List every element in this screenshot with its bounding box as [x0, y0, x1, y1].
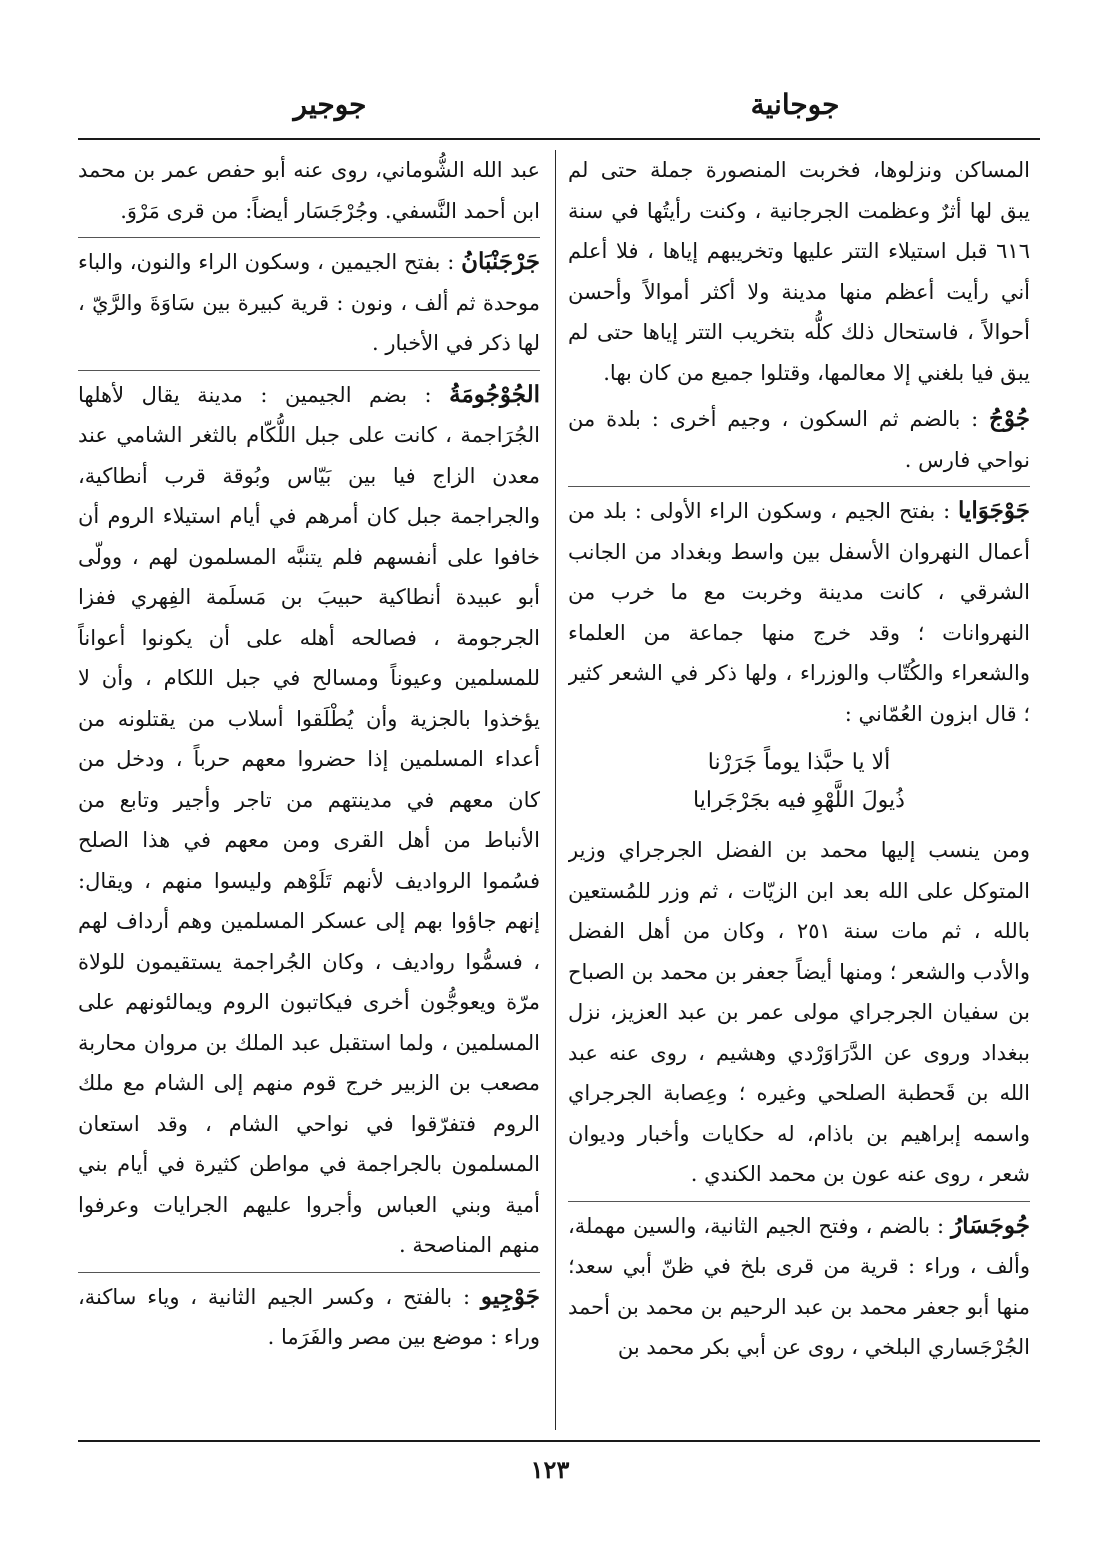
entry-divider: [568, 1201, 1030, 1202]
footer-rule: [78, 1440, 1040, 1442]
definition: : بفتح الجيم ، وسكون الراء الأولى : بلد من أعمال النهروان الأسفل بين واسط وبغداد من الجانب الشرقي ، كانت مدينة وخربت مع ما خرب من النهروانات ؛ وقد خرج منها جماعة من العلماء والشعراء والكُتّاب والوزراء ، ولها ذكر في الشعر كثير ؛ قال ابزون العُمّاني :: [568, 499, 1030, 726]
poem-verse: [568, 744, 1030, 820]
entry-jarjanban: [78, 242, 540, 364]
definition: : بالضم ثم السكون ، وجيم أخرى : بلدة من نواحي فارس .: [568, 407, 1030, 472]
paragraph-continuation: المساكن ونزلوها، فخربت المنصورة جملة حتى لم يبق لها أثرٌ وعظمت الجرجانية ، وكنت رأيتُها في سنة ٦١٦ قبل استيلاء التتر عليها وتخريبهم إياها ، فلا أعلم أني رأيت أعظم منها مدينة ولا أكثر أموالاً وأحسن أحوالاً ، فاستحال ذلك كلُّه بتخريب التتر إياها حتى لم يبق فيا بلغني إلا معالمها، وقتلوا جميع من كان بها.: [568, 158, 1030, 385]
headword: جُوجَسَارُ: [951, 1211, 1030, 1239]
headword: جَوْجَوَايا: [958, 497, 1030, 524]
poem-line: ذُيولَ اللَّهْوِ فيه بجَرْجَرايا: [693, 788, 905, 813]
running-header-left: جوجير: [293, 88, 367, 121]
definition: : بضم الجيمين : مدينة يقال لأهلها الجُرَاجمة ، كانت على جبل اللُّكّام بالثغر الشامي عند معدن الزاج فيا بين بَيّاس وبُوقة قرب أنطاكية، والجراجمة جبل كان أمرهم في أيام استيلاء الروم أن خافوا على أنفسهم فلم يتنبَّه المسلمون لهم ، وولّى أبو عبيدة أنطاكية حبيبَ بن مَسلَمة الفِهري ففزا الجرجومة ، فصالحه أهله على أن يكونوا أعواناً للمسلمين وعيوناً ومسالح في جبل اللكام ، وأن لا يؤخذوا بالجزية وأن يُطْلَقوا أسلاب من يقتلونه من أعداء المسلمين إذا حضروا معهم حرباً ، ودخل من كان معهم في مدينتهم من تاجر وأجير وتابع من الأنباط من أهل القرى ومن معهم في هذا الصلح فسُموا الرواديف لأنهم تَلَوْهم وليسوا منهم ، ويقال: إنهم جاؤوا بهم إلى عسكر المسلمين وهم أرداف لهم ، فسمُّوا رواديف ، وكان الجُراجمة يستقيمون للولاة مرّة ويعوجُّون أخرى فيكاتبون الروم ويمالئونهم على المسلمين ، ولما استقبل عبد الملك بن مروان محاربة مصعب بن الزبير خرج قوم منهم إلى الشام مع ملك الروم فتفرّقوا في نواحي الشام ، وقد استعان المسلمون بالجراجمة في مواطن كثيرة في أيام بني أمية وبني العباس وأجروا عليهم الجرايات وعرفوا منهم المناصحة .: [78, 382, 540, 1257]
entry-jarjir: [78, 1277, 540, 1358]
entry-jurjuma: [78, 375, 540, 1266]
headword: جَرْجَنْبَانُ: [461, 248, 540, 275]
definition: : بالفتح ، وكسر الجيم الثانية ، وياء ساكنة، وراء : موضع بين مصر والفَرَما .: [78, 1284, 540, 1349]
definition: : بفتح الجيمين ، وسكون الراء والنون، والباء موحدة ثم ألف ، ونون : قرية كبيرة بين سَاوَةَ والرَّيّ ، لها ذكر في الأخبار .: [78, 250, 540, 355]
page-number: ١٢٣: [530, 1455, 570, 1484]
left-column: [78, 150, 540, 1430]
entry-divider: [78, 370, 540, 371]
headword: جَوْجِيو: [480, 1282, 540, 1310]
entry-jurjasar: [568, 1206, 1030, 1368]
definition: : بالضم ، وفتح الجيم الثانية، والسين مهملة، وألف ، وراء : قرية من قرى بلخ في ظنّ أبي سعد؛ منها أبو جعفر محمد بن عبد الرحيم بن محمد بن أحمد الجُرْجَساري البلخي ، روى عن أبي بكر محمد بن: [568, 1213, 1030, 1359]
poem-line: ألا يا حبَّذا يوماً جَرَرْنا: [707, 750, 891, 775]
headword: الجُوْجُومَةُ: [449, 380, 540, 408]
paragraph-notables: ومن ينسب إليها محمد بن الفضل الجرجراي وزير المتوكل على الله بعد ابن الزيّات ، ثم وزر للمُستعين بالله ، ثم مات سنة ٢٥١ ، وكان من أهل الفضل والأدب والشعر ؛ ومنها أيضاً جعفر بن محمد بن الصباح بن سفيان الجرجراي مولى عمر بن عبد العزيز، نزل ببغداد وروى عن الدَّرَاوَرْدي وهشيم ، روى عنه عبد الله بن قَحطبة الصلحي وغيره ؛ وعِصابة الجرجراي واسمه إبراهيم بن باذام، له حكايات وأخبار وديوان شعر ، روى عنه عون بن محمد الكندي .: [568, 838, 1030, 1186]
paragraph-continuation: عبد الله الشُّوماني، روى عنه أبو حفص عمر بن محمد ابن أحمد النَّسفي. وجُرْجَسَار أيضاً: من قرى مَرْوَ.: [78, 158, 540, 223]
headword: جُوْجُ: [989, 405, 1030, 432]
right-column: [568, 150, 1030, 1430]
entry-divider: [78, 237, 540, 238]
running-header-right: جوجانية: [750, 88, 840, 121]
entry-jawj: [568, 399, 1030, 480]
entry-divider: [568, 486, 1030, 487]
entry-jarjaraya: [568, 491, 1030, 734]
column-divider: [555, 150, 556, 1430]
header-rule: [78, 138, 1040, 140]
entry-divider: [78, 1272, 540, 1273]
